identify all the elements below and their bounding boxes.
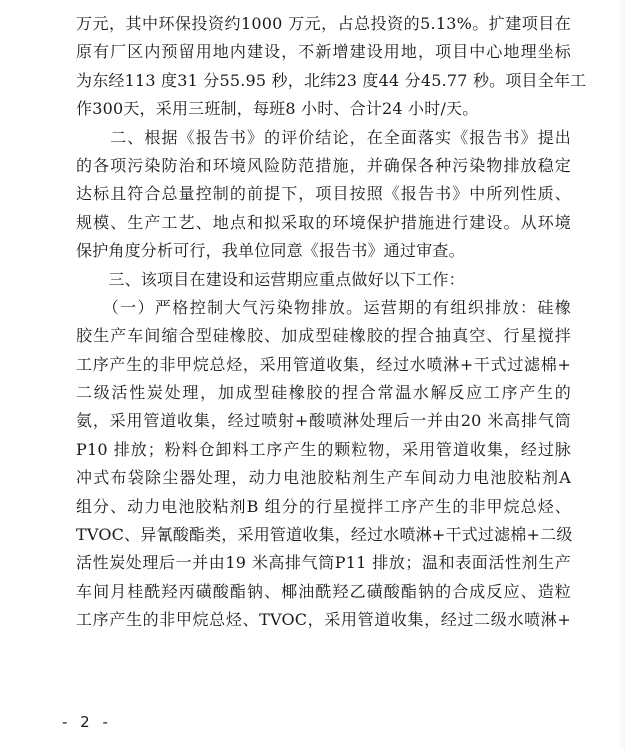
text-line: 万元，其中环保投资约1000 万元，占总投资的5.13%。扩建项目在 [76, 14, 571, 33]
text-line: 组分、动力电池胶粘剂B 组分的行星搅拌工序产生的非甲烷总烃、 [76, 496, 571, 516]
text-line: （一）严格控制大气污染物排放。运营期的有组织排放：硅橡 [76, 297, 571, 317]
text-line: 二级活性炭处理，加成型硅橡胶的捏合常温水解反应工序产生的 [76, 383, 571, 403]
text-line: 胶生产车间缩合型硅橡胶、加成型硅橡胶的捏合抽真空、行星搅拌 [76, 326, 571, 346]
text-line: 的各项污染防治和环境风险防范措施，并确保各种污染物排放稳定 [76, 155, 571, 175]
page-number: - 2 - [62, 713, 112, 731]
text-line: TVOC、异氰酸酯类，采用管道收集，经过水喷淋+干式过滤棉+二级 [76, 525, 573, 545]
text-line: 三、该项目在建设和运营期应重点做好以下工作： [76, 269, 465, 289]
text-line: 作300天，采用三班制，每班8 小时、合计24 小时/天。 [76, 99, 479, 119]
text-line: 规模、生产工艺、地点和拟采取的环境保护措施进行建设。从环境 [76, 212, 571, 232]
text-line: 达标且符合总量控制的前提下，项目按照《报告书》中所列性质、 [76, 184, 571, 204]
text-line: 氨，采用管道收集，经过喷射+酸喷淋处理后一并由20 米高排气筒 [76, 411, 571, 431]
text-line: 二、根据《报告书》的评价结论，在全面落实《报告书》提出 [76, 127, 571, 147]
scan-edge-shadow [619, 0, 625, 750]
text-line: 活性炭处理后一并由19 米高排气筒P11 排放；温和表面活性剂生产 [76, 553, 571, 573]
text-line: 车间月桂酰羟丙磺酸酯钠、椰油酰羟乙磺酸酯钠的合成反应、造粒 [76, 581, 571, 601]
text-line: 原有厂区内预留用地内建设，不新增建设用地，项目中心地理坐标 [76, 42, 571, 62]
text-line: 保护角度分析可行，我单位同意《报告书》通过审查。 [76, 241, 465, 261]
text-line: 冲式布袋除尘器处理，动力电池胶粘剂生产车间动力电池胶粘剂A [76, 468, 571, 488]
text-line: 工序产生的非甲烷总烃，采用管道收集，经过水喷淋+干式过滤棉+ [76, 354, 571, 374]
body-text [76, 10, 587, 635]
text-line: 工序产生的非甲烷总烃、TVOC，采用管道收集，经过二级水喷淋+ [76, 610, 571, 630]
text-line: P10 排放；粉料仓卸料工序产生的颗粒物，采用管道收集，经过脉 [76, 439, 571, 459]
text-line: 为东经113 度31 分55.95 秒，北纬23 度44 分45.77 秒。项目全年工 [76, 70, 587, 90]
